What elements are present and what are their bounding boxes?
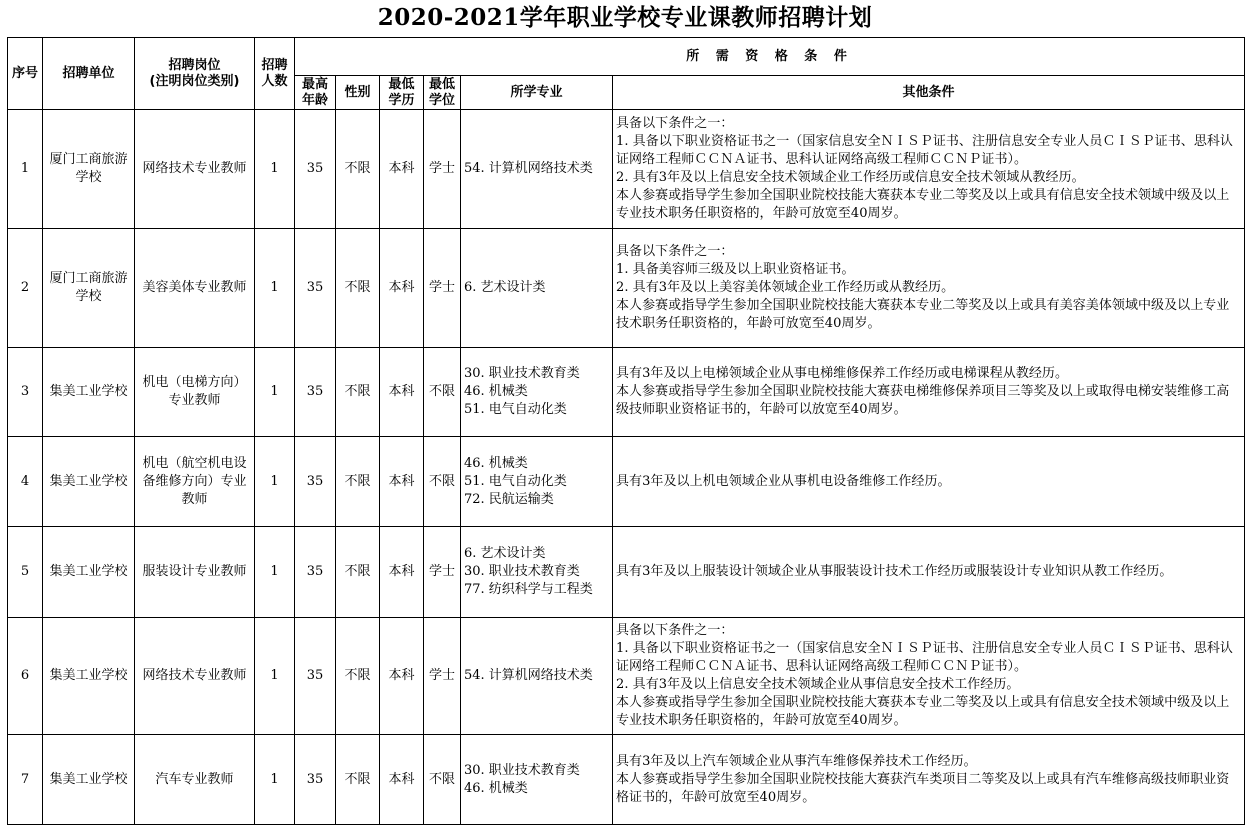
cell-post: 网络技术专业教师 — [135, 110, 255, 229]
cell-unit: 集美工业学校 — [43, 527, 135, 618]
cell-age: 35 — [295, 618, 336, 735]
cell-other-line: 本人参赛或指导学生参加全国职业院校技能大赛获本专业二等奖及以上或具有信息安全技术领域中级及以上专业技术职务任职资格的，年龄可放宽至40周岁。 — [616, 695, 1230, 728]
cell-major-line: 30. 职业技术教育类 — [464, 366, 580, 381]
cell-other-line: 具有3年及以上电梯领域企业从事电梯维修保养工作经历或电梯课程从教经历。 — [616, 366, 1069, 381]
cell-other-line: 2. 具有3年及以上信息安全技术领域企业从事信息安全技术工作经历。 — [616, 677, 1020, 692]
table-row — [8, 110, 1245, 229]
recruitment-table — [7, 37, 1245, 825]
cell-gender: 不限 — [336, 110, 380, 229]
cell-education: 本科 — [380, 229, 424, 348]
cell-other-line: 本人参赛或指导学生参加全国职业院校技能大赛获本专业二等奖及以上或具有美容美体领域中级及以上专业技术职务任职资格的，年龄可放宽至40周岁。 — [616, 298, 1230, 331]
cell-count: 1 — [255, 110, 295, 229]
cell-education: 本科 — [380, 735, 424, 825]
cell-major-line: 54. 计算机网络技术类 — [464, 161, 593, 176]
cell-major — [461, 110, 613, 229]
cell-other-line: 具有3年及以上汽车领域企业从事汽车维修保养技术工作经历。 — [616, 753, 977, 769]
cell-degree: 学士 — [424, 527, 461, 618]
cell-major-line: 30. 职业技术教育类 — [464, 564, 580, 579]
cell-major — [461, 437, 613, 527]
cell-major-line: 6. 艺术设计类 — [464, 280, 546, 295]
cell-gender: 不限 — [336, 618, 380, 735]
cell-gender: 不限 — [336, 229, 380, 348]
cell-unit: 厦门工商旅游学校 — [43, 110, 135, 229]
header-education: 最低学历 — [380, 76, 424, 110]
header-other: 其他条件 — [613, 76, 1245, 110]
cell-other — [613, 110, 1245, 229]
cell-major-line: 72. 民航运输类 — [464, 491, 554, 507]
cell-major-line: 6. 艺术设计类 — [464, 546, 546, 561]
cell-major-line: 77. 纺织科学与工程类 — [464, 582, 593, 597]
header-unit: 招聘单位 — [43, 38, 135, 110]
cell-seq: 3 — [8, 348, 43, 437]
cell-post: 服装设计专业教师 — [135, 527, 255, 618]
cell-seq: 4 — [8, 437, 43, 527]
cell-education: 本科 — [380, 618, 424, 735]
cell-post: 网络技术专业教师 — [135, 618, 255, 735]
cell-education: 本科 — [380, 110, 424, 229]
cell-major-line: 46. 机械类 — [464, 780, 528, 796]
cell-degree: 学士 — [424, 618, 461, 735]
cell-other — [613, 229, 1245, 348]
cell-age: 35 — [295, 735, 336, 825]
cell-major-line: 46. 机械类 — [464, 384, 528, 399]
cell-unit: 集美工业学校 — [43, 735, 135, 825]
cell-seq: 2 — [8, 229, 43, 348]
cell-degree: 不限 — [424, 735, 461, 825]
cell-major-line: 51. 电气自动化类 — [464, 473, 567, 489]
cell-other-line: 1. 具备以下职业资格证书之一（国家信息安全ＮＩＳＰ证书、注册信息安全专业人员ＣＩＳＰ证书、思科认证网络工程师ＣＣＮＡ证书、思科认证网络高级工程师ＣＣＮＰ证书）。 — [616, 134, 1233, 167]
cell-post: 机电（航空机电设备维修方向）专业教师 — [135, 437, 255, 527]
header-seq: 序号 — [8, 38, 43, 110]
cell-other — [613, 618, 1245, 735]
cell-degree: 学士 — [424, 229, 461, 348]
cell-other — [613, 735, 1245, 825]
cell-age: 35 — [295, 348, 336, 437]
cell-other-line: 本人参赛或指导学生参加全国职业院校技能大赛获汽车类项目二等奖及以上或具有汽车维修高级技师职业资格证书的，年龄可放宽至40周岁。 — [616, 771, 1230, 805]
cell-unit: 集美工业学校 — [43, 618, 135, 735]
cell-other-line: 具有3年及以上机电领域企业从事机电设备维修工作经历。 — [616, 473, 951, 489]
cell-major-line: 51. 电气自动化类 — [464, 402, 567, 417]
cell-major — [461, 348, 613, 437]
cell-other — [613, 527, 1245, 618]
cell-degree: 学士 — [424, 110, 461, 229]
cell-post: 机电（电梯方向）专业教师 — [135, 348, 255, 437]
cell-gender: 不限 — [336, 437, 380, 527]
cell-other — [613, 348, 1245, 437]
cell-count: 1 — [255, 527, 295, 618]
cell-education: 本科 — [380, 348, 424, 437]
cell-unit: 厦门工商旅游学校 — [43, 229, 135, 348]
cell-count: 1 — [255, 229, 295, 348]
cell-other — [613, 437, 1245, 527]
cell-unit: 集美工业学校 — [43, 437, 135, 527]
header-count: 招聘人数 — [255, 38, 295, 110]
table-row — [8, 348, 1245, 437]
cell-seq: 7 — [8, 735, 43, 825]
cell-other-line: 1. 具备以下职业资格证书之一（国家信息安全ＮＩＳＰ证书、注册信息安全专业人员ＣＩＳＰ证书、思科认证网络工程师ＣＣＮＡ证书、思科认证网络高级工程师ＣＣＮＰ证书）。 — [616, 641, 1233, 674]
table-row — [8, 437, 1245, 527]
cell-seq: 1 — [8, 110, 43, 229]
header-post-note: (注明岗位类别) — [149, 73, 240, 89]
header-post-label: 招聘岗位 — [168, 57, 221, 73]
cell-education: 本科 — [380, 527, 424, 618]
cell-count: 1 — [255, 348, 295, 437]
cell-post: 汽车专业教师 — [135, 735, 255, 825]
table-row — [8, 618, 1245, 735]
cell-count: 1 — [255, 437, 295, 527]
header-qualification: 所 需 资 格 条 件 — [295, 38, 1245, 76]
header-degree: 最低学位 — [424, 76, 461, 110]
cell-count: 1 — [255, 618, 295, 735]
cell-seq: 5 — [8, 527, 43, 618]
cell-gender: 不限 — [336, 735, 380, 825]
cell-age: 35 — [295, 527, 336, 618]
cell-major-line: 30. 职业技术教育类 — [464, 762, 580, 778]
cell-count: 1 — [255, 735, 295, 825]
cell-other-line: 2. 具有3年及以上信息安全技术领域企业工作经历或信息安全技术领域从教经历。 — [616, 170, 1085, 185]
cell-other-line: 2. 具有3年及以上美容美体领域企业工作经历或从教经历。 — [616, 280, 955, 295]
cell-education: 本科 — [380, 437, 424, 527]
header-age: 最高年龄 — [295, 76, 336, 110]
cell-degree: 不限 — [424, 437, 461, 527]
cell-major-line: 46. 机械类 — [464, 455, 528, 471]
header-post — [135, 38, 255, 110]
table-row — [8, 735, 1245, 825]
cell-age: 35 — [295, 229, 336, 348]
table-body — [8, 110, 1245, 825]
table-row — [8, 527, 1245, 618]
cell-major — [461, 735, 613, 825]
cell-gender: 不限 — [336, 348, 380, 437]
cell-other-line: 本人参赛或指导学生参加全国职业院校技能大赛获本专业二等奖及以上或具有信息安全技术领域中级及以上专业技术职务任职资格的，年龄可放宽至40周岁。 — [616, 188, 1230, 221]
cell-other-line: 具备以下条件之一： — [616, 244, 734, 259]
cell-age: 35 — [295, 110, 336, 229]
cell-age: 35 — [295, 437, 336, 527]
header-major: 所学专业 — [461, 76, 613, 110]
cell-major — [461, 229, 613, 348]
cell-major — [461, 527, 613, 618]
page-title: 2020-2021学年职业学校专业课教师招聘计划 — [377, 4, 873, 31]
cell-major-line: 54. 计算机网络技术类 — [464, 668, 593, 683]
cell-degree: 不限 — [424, 348, 461, 437]
cell-other-line: 具备以下条件之一： — [616, 623, 734, 638]
cell-post: 美容美体专业教师 — [135, 229, 255, 348]
cell-gender: 不限 — [336, 527, 380, 618]
cell-unit: 集美工业学校 — [43, 348, 135, 437]
cell-major — [461, 618, 613, 735]
cell-other-line: 本人参赛或指导学生参加全国职业院校技能大赛获电梯维修保养项目三等奖及以上或取得电梯安装维修工高级技师职业资格证书的，年龄可以放宽至40周岁。 — [616, 384, 1230, 417]
header-gender: 性别 — [336, 76, 380, 110]
cell-other-line: 1. 具备美容师三级及以上职业资格证书。 — [616, 262, 855, 277]
cell-seq: 6 — [8, 618, 43, 735]
cell-other-line: 具有3年及以上服装设计领域企业从事服装设计技术工作经历或服装设计专业知识从教工作经历。 — [616, 564, 1173, 579]
table-row — [8, 229, 1245, 348]
cell-other-line: 具备以下条件之一： — [616, 116, 734, 131]
